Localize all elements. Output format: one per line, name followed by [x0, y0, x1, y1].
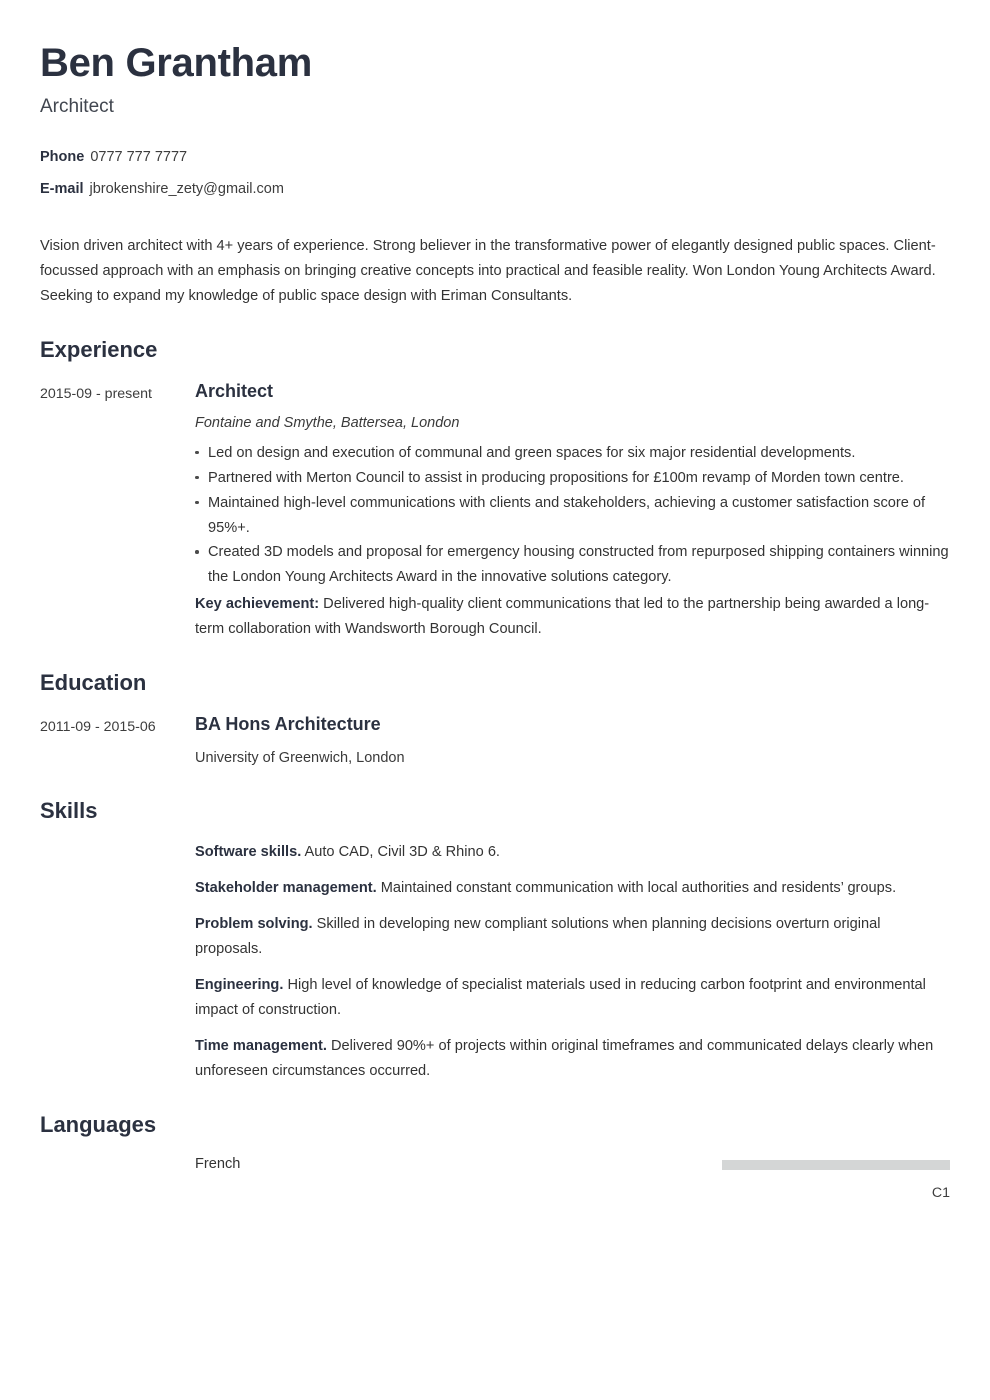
section-title-skills: Skills [40, 797, 98, 823]
education-entry-date: 2011-09 - 2015-06 [40, 718, 156, 735]
skill-item [195, 973, 950, 1023]
language-level-label: C1 [931, 1185, 950, 1202]
list-item: Created 3D models and proposal for emergency housing constructed from repurposed shipping containers winning the London Young Architects Award in the innovative solutions category. [195, 540, 950, 590]
list-item: Partnered with Merton Council to assist in producing propositions for £100m revamp of Morden town centre. [195, 466, 950, 491]
skill-item [195, 1034, 950, 1084]
skills-list [195, 840, 950, 1084]
skill-description: Skilled in developing new compliant solutions when planning decisions overturn original proposals. [195, 916, 881, 958]
section-title-languages: Languages [40, 1111, 157, 1137]
phone-value[interactable]: 0777 777 7777 [90, 148, 188, 165]
professional-summary: Vision driven architect with 4+ years of experience. Strong believer in the transformative power of elegantly designed public spaces. Client-focussed approach with an emphasis on bringing creative concepts into practical and feasible reality. Won London Young Architects Award. Seeking to expand my knowledge of public space design with Eriman Consultants. [40, 237, 936, 305]
key-achievement-label: Key achievement: [195, 596, 320, 613]
contact-row-email [40, 179, 950, 200]
experience-entry-role: Architect [195, 380, 274, 401]
section-title-experience: Experience [40, 337, 158, 363]
skill-name: Problem solving. [195, 916, 313, 933]
skill-name: Time management. [195, 1037, 327, 1054]
skill-description: Maintained constant communication with local authorities and residents’ groups. [380, 880, 897, 897]
phone-label: Phone [40, 148, 85, 165]
section-education [40, 670, 950, 770]
experience-entry-body [195, 380, 950, 643]
skill-name: Stakeholder management. [195, 880, 377, 897]
skill-description: High level of knowledge of specialist materials used in reducing carbon footprint and environmental impact of construction. [195, 977, 926, 1018]
education-entry-body [195, 713, 950, 770]
language-name: French [195, 1156, 241, 1173]
education-entry-institution: University of Greenwich, London [195, 750, 405, 767]
experience-entry-organization: Fontaine and Smythe, Battersea, London [195, 414, 460, 431]
list-item: Maintained high-level communications with clients and stakeholders, achieving a customer satisfaction score of 95%+. [195, 491, 950, 541]
contact-block [40, 147, 950, 200]
experience-entry [40, 380, 950, 643]
candidate-name: Ben Grantham [40, 41, 313, 85]
language-item [195, 1154, 950, 1176]
education-entry-degree: BA Hons Architecture [195, 713, 381, 734]
skill-item [195, 876, 950, 901]
experience-entry-date: 2015-09 - present [40, 385, 152, 402]
candidate-job-title: Architect [40, 96, 114, 117]
skill-description: Auto CAD, Civil 3D & Rhino 6. [304, 844, 500, 861]
experience-bullet-list [195, 441, 950, 591]
key-achievement [195, 592, 950, 642]
section-title-education: Education [40, 670, 147, 696]
email-label: E-mail [40, 180, 84, 197]
skill-name: Software skills. [195, 844, 302, 861]
resume-header [40, 40, 950, 119]
skill-item [195, 840, 950, 865]
language-proficiency-meter [722, 1160, 950, 1170]
skill-name: Engineering. [195, 977, 284, 993]
section-experience [40, 337, 950, 642]
languages-list [195, 1154, 950, 1201]
skill-description: Delivered 90%+ of projects within original timeframes and communicated delays clearly when unforeseen circumstances occurred. [195, 1037, 934, 1079]
key-achievement-text: Delivered high-quality client communications that led to the partnership being awarded a long-term collaboration with Wandsworth Borough Council. [195, 596, 930, 638]
list-item: Led on design and execution of communal and green spaces for six major residential developments. [195, 441, 950, 466]
skill-item [195, 912, 950, 962]
email-value[interactable]: jbrokenshire_zety@gmail.com [89, 180, 284, 197]
section-skills [40, 798, 950, 1084]
education-entry [40, 713, 950, 770]
contact-row-phone [40, 147, 950, 168]
section-languages [40, 1112, 950, 1201]
